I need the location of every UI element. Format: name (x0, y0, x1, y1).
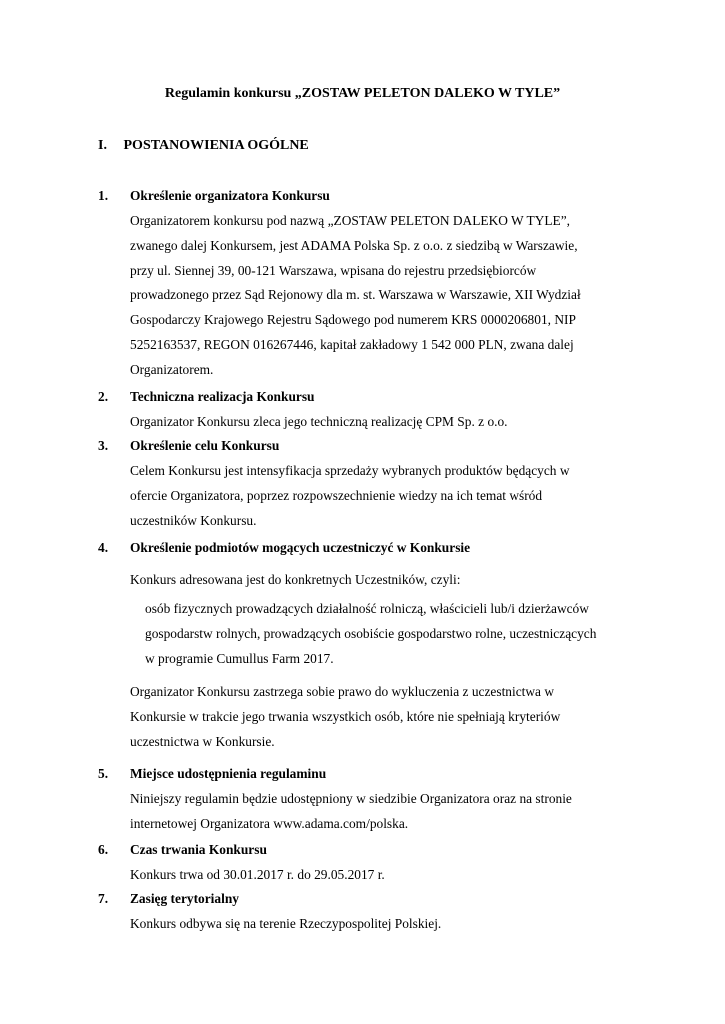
section-5-line: internetowej Organizatora www.adama.com/polska. (130, 815, 409, 831)
section-4-closing-line: Konkursie w trakcie jego trwania wszystkich osób, które nie spełniają kryteriów (130, 708, 561, 724)
section-2-number: 2. (98, 389, 109, 404)
section-1-line: prowadzonego przez Sąd Rejonowy dla m. st. Warszawa w Warszawie, XII Wydział (130, 287, 581, 303)
section-4-intro: Konkurs adresowana jest do konkretnych Uczestników, czyli: (130, 572, 461, 587)
section-7-line: Konkurs odbywa się na terenie Rzeczypospolitej Polskiej. (130, 916, 442, 931)
chapter-number: I. (98, 138, 107, 153)
section-1-heading: Określenie organizatora Konkursu (130, 188, 330, 203)
chapter-title: POSTANOWIENIA OGÓLNE (123, 138, 309, 153)
section-5-number: 5. (98, 766, 109, 781)
section-3-body (130, 459, 650, 533)
section-6-heading: Czas trwania Konkursu (130, 842, 267, 857)
section-4-closing-line: Organizator Konkursu zastrzega sobie prawo do wykluczenia z uczestnictwa w (130, 684, 555, 699)
section-3-number: 3. (98, 438, 109, 453)
section-4-closing-line: uczestnictwa w Konkursie. (130, 733, 275, 749)
section-1-line: 5252163537, REGON 016267446, kapitał zakładowy 1 542 000 PLN, zwana dalej (130, 336, 574, 352)
section-1-body (130, 209, 650, 383)
section-3-line: uczestników Konkursu. (130, 512, 257, 528)
chapter-heading (98, 138, 309, 154)
section-2-line: Organizator Konkursu zleca jego techniczną realizację CPM Sp. z o.o. (130, 414, 508, 429)
section-1-line: Organizatorem konkursu pod nazwą „ZOSTAW PELETON DALEKO W TYLE”, (130, 213, 571, 228)
section-2-heading: Techniczna realizacja Konkursu (130, 389, 315, 404)
section-1-line: zwanego dalej Konkursem, jest ADAMA Polska Sp. z o.o. z siedzibą w Warszawie, (130, 237, 578, 253)
section-4-heading: Określenie podmiotów mogących uczestniczyć w Konkursie (130, 540, 471, 555)
section-4-closing (130, 680, 650, 754)
document-title: Regulamin konkursu „ZOSTAW PELETON DALEKO W TYLE” (164, 86, 561, 101)
section-7-body (130, 912, 650, 937)
section-3-line: ofercie Organizatora, poprzez rozpowszechnienie wiedzy na ich temat wśród (130, 487, 543, 503)
section-4-bullet-line: gospodarstw rolnych, prowadzących osobiście gospodarstwo rolne, uczestniczących (145, 625, 597, 641)
section-3-line: Celem Konkursu jest intensyfikacja sprzedaży wybranych produktów będących w (130, 463, 570, 478)
section-7-number: 7. (98, 891, 109, 906)
section-1-line: Organizatorem. (130, 361, 214, 377)
section-4-number: 4. (98, 540, 109, 555)
section-6-number: 6. (98, 842, 109, 857)
section-4-bullet-line: w programie Cumullus Farm 2017. (145, 650, 334, 666)
section-4-bullet-line: osób fizycznych prowadzących działalność rolniczą, właścicieli lub/i dzierżawców (145, 601, 589, 616)
section-7-heading: Zasięg terytorialny (130, 891, 239, 906)
section-6-line: Konkurs trwa od 30.01.2017 r. do 29.05.2017 r. (130, 867, 385, 882)
section-1-line: Gospodarczy Krajowego Rejestru Sądowego pod numerem KRS 0000206801, NIP (130, 312, 576, 328)
section-5-body (130, 787, 650, 837)
section-5-line: Niniejszy regulamin będzie udostępniony w siedzibie Organizatora oraz na stronie (130, 791, 572, 806)
section-5-heading: Miejsce udostępnienia regulaminu (130, 766, 327, 781)
section-2-body (130, 410, 650, 435)
section-1-line: przy ul. Siennej 39, 00-121 Warszawa, wpisana do rejestru przedsiębiorców (130, 262, 537, 278)
section-6-body (130, 863, 650, 888)
section-4-bullet (145, 597, 655, 671)
section-3-heading: Określenie celu Konkursu (130, 438, 280, 453)
section-1-number: 1. (98, 188, 109, 203)
